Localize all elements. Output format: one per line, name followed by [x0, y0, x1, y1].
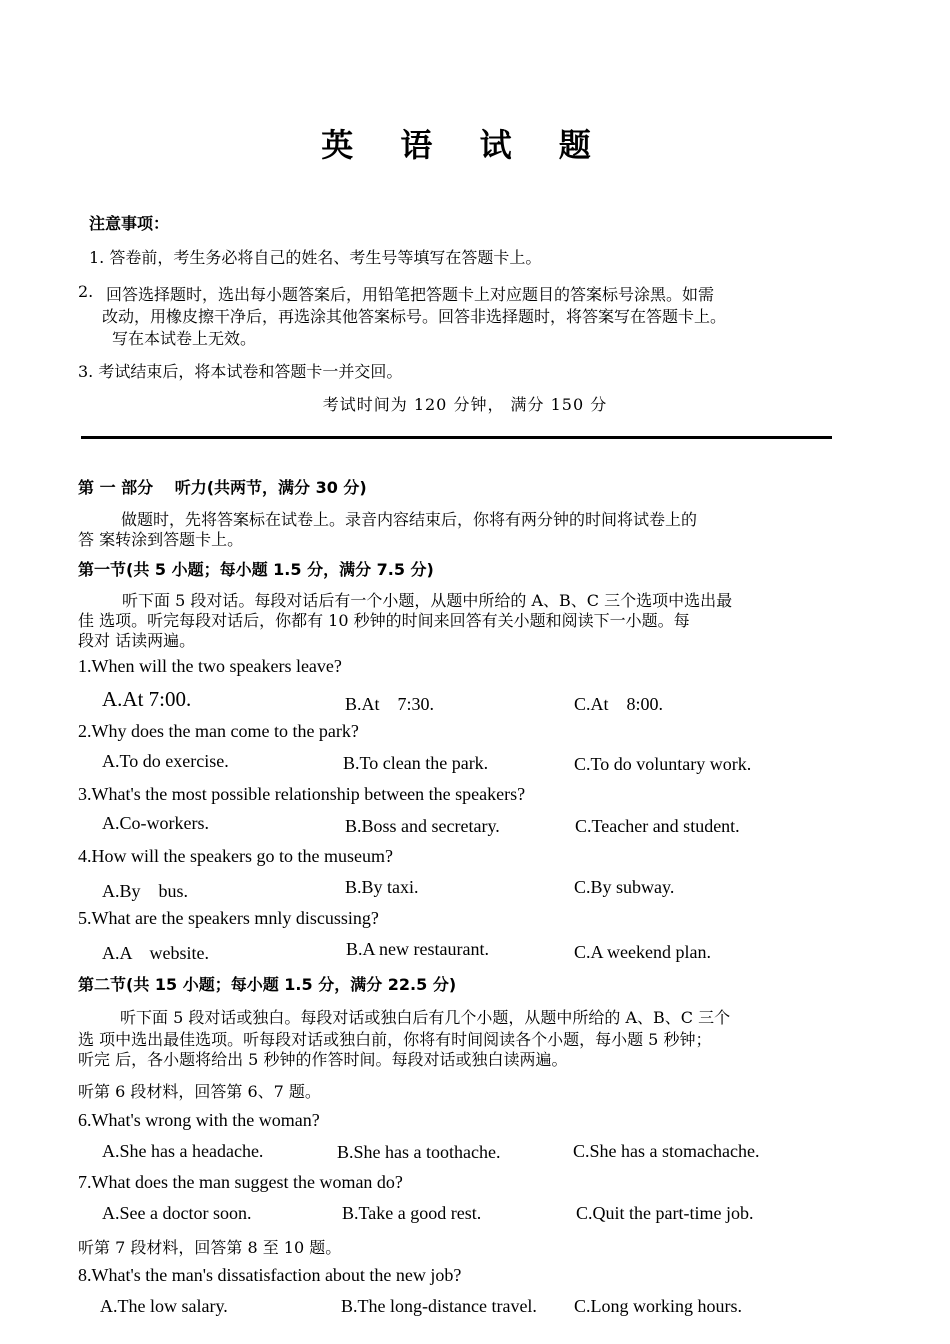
- question-6: 6.What's wrong with the woman?: [78, 1110, 320, 1130]
- notice-item-2-line-2: 改动，用橡皮擦干净后，再选涂其他答案标号。回答非选择题时，将答案写在答题卡上。: [102, 307, 727, 326]
- question-6-option-c: C.She has a stomachache.: [573, 1141, 760, 1161]
- question-2-option-c: C.To do voluntary work.: [574, 754, 752, 774]
- question-1-option-b: B.At 7:30.: [345, 694, 435, 714]
- notice-heading: 注意事项：: [89, 214, 170, 233]
- question-3-option-b: B.Boss and secretary.: [345, 816, 500, 836]
- notice-item-1: 1. 答卷前，考生务必将自己的姓名、考生号等填写在答题卡上。: [89, 248, 542, 267]
- question-2-option-b: B.To clean the park.: [343, 753, 489, 773]
- question-5-option-c: C.A weekend plan.: [574, 942, 711, 962]
- section1-intro-line-2: 佳 选项。听完每段对话后，你都有 10 秒钟的时间来回答有关小题和阅读下一小题。每: [78, 611, 690, 630]
- divider-rule: [81, 436, 832, 439]
- question-8-option-b: B.The long-distance travel.: [341, 1296, 537, 1316]
- question-8-option-a: A.The low salary.: [100, 1296, 228, 1316]
- section2-intro-line-2: 选 项中选出最佳选项。听每段对话或独白前，你将有时间阅读各个小题，每小题 5 秒钟；: [78, 1030, 712, 1049]
- part1-intro-line-1: 做题时，先将答案标在试卷上。录音内容结束后，你将有两分钟的时间将试卷上的: [121, 510, 698, 529]
- question-5-option-a: A.A website.: [102, 943, 209, 963]
- notice-item-2-number: 2.: [78, 282, 94, 301]
- question-7-option-b: B.Take a good rest.: [342, 1203, 482, 1223]
- question-5: 5.What are the speakers mnly discussing?: [78, 908, 379, 928]
- question-3-option-a: A.Co-workers.: [102, 813, 209, 833]
- question-6-option-a: A.She has a headache.: [102, 1141, 264, 1161]
- question-7: 7.What does the man suggest the woman do?: [78, 1172, 403, 1192]
- time-info: 考试时间为 120 分钟， 满分 150 分: [322, 395, 608, 414]
- section2-heading: 第二节(共 15 小题；每小题 1.5 分，满分 22.5 分): [78, 975, 457, 994]
- notice-item-2-line-1: 回答选择题时，选出每小题答案后，用铅笔把答题卡上对应题目的答案标号涂黑。如需: [106, 285, 715, 304]
- question-4: 4.How will the speakers go to the museum?: [78, 846, 393, 866]
- notice-item-3: 3. 考试结束后，将本试卷和答题卡一并交回。: [78, 362, 403, 381]
- notice-item-2-line-3: 写在本试卷上无效。: [112, 329, 257, 348]
- question-4-option-c: C.By subway.: [574, 877, 675, 897]
- question-7-option-a: A.See a doctor soon.: [102, 1203, 252, 1223]
- section2-intro-line-3: 听完 后，各小题将给出 5 秒钟的作答时间。每段对话或独白读两遍。: [78, 1050, 568, 1069]
- question-1-option-a: A.At 7:00.: [102, 687, 192, 711]
- section1-intro-line-3: 段对 话读两遍。: [78, 631, 196, 650]
- question-7-option-c: C.Quit the part-time job.: [576, 1203, 754, 1223]
- question-3: 3.What's the most possible relationship between the speakers?: [78, 784, 526, 804]
- material-6-instruction: 听第 6 段材料，回答第 6、7 题。: [78, 1082, 321, 1101]
- page-title: 英 语 试 题: [321, 126, 609, 164]
- section2-intro-line-1: 听下面 5 段对话或独白。每段对话或独白后有几个小题，从题中所给的 A、B、C 三个: [120, 1008, 731, 1027]
- question-2-option-a: A.To do exercise.: [102, 751, 229, 771]
- question-1-option-c: C.At 8:00.: [574, 694, 664, 714]
- question-2: 2.Why does the man come to the park?: [78, 721, 359, 741]
- question-4-option-a: A.By bus.: [102, 881, 189, 901]
- question-4-option-b: B.By taxi.: [345, 877, 419, 897]
- question-5-option-b: B.A new restaurant.: [346, 939, 489, 959]
- question-1: 1.When will the two speakers leave?: [78, 656, 342, 676]
- section1-heading: 第一节(共 5 小题；每小题 1.5 分，满分 7.5 分): [78, 560, 434, 579]
- part1-heading: 第 一 部分 听力(共两节，满分 30 分): [78, 478, 367, 497]
- question-8: 8.What's the man's dissatisfaction about the new job?: [78, 1265, 462, 1285]
- part1-intro-line-2: 答 案转涂到答题卡上。: [78, 530, 244, 549]
- section1-intro-line-1: 听下面 5 段对话。每段对话后有一个小题，从题中所给的 A、B、C 三个选项中选出最: [122, 591, 733, 610]
- material-7-instruction: 听第 7 段材料，回答第 8 至 10 题。: [78, 1238, 342, 1257]
- question-8-option-c: C.Long working hours.: [574, 1296, 742, 1316]
- question-3-option-c: C.Teacher and student.: [575, 816, 740, 836]
- question-6-option-b: B.She has a toothache.: [337, 1142, 501, 1162]
